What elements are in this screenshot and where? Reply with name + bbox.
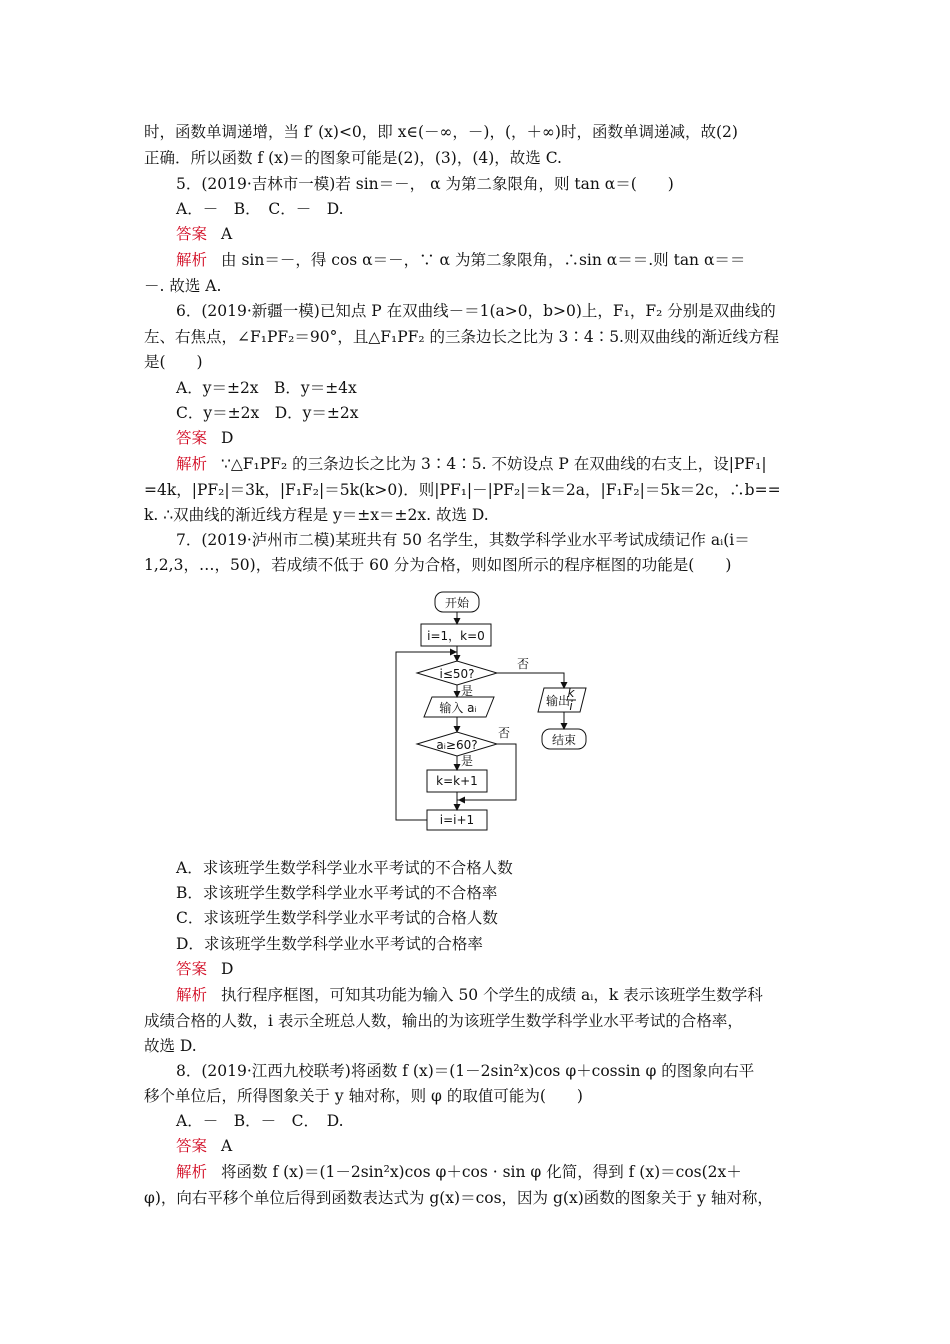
output-numerator: k (567, 686, 575, 700)
text-line: =4k，|PF₂|＝3k，|F₁F₂|＝5k(k>0)．则|PF₁|－|PF₂|＝k＝2a，|F₁F₂|＝5k＝2c，∴b== (144, 481, 781, 499)
question-5-options: A．－ B． C．－ D. (176, 200, 344, 218)
answer-label: 答案 (176, 225, 208, 243)
analysis-7 (176, 983, 846, 1007)
increment-i-label: i=i+1 (439, 813, 475, 827)
condition-i-label: i≤50? (439, 667, 475, 681)
yes-label: 是 (461, 684, 474, 698)
analysis-label: 解析 (176, 986, 208, 1004)
text-line: 是( ) (144, 353, 203, 371)
question-6: 6．(2019·新疆一模)已知点 P 在双曲线－＝1(a>0，b>0)上，F₁，F₂ 分别是双曲线的 (176, 302, 776, 320)
init-label: i=1，k=0 (427, 629, 485, 643)
yes-label: 是 (461, 754, 474, 768)
answer-value: D (221, 429, 234, 447)
analysis-text: 执行程序框图，可知其功能为输入 50 个学生的成绩 aᵢ，k 表示该班学生数学科 (221, 986, 763, 1004)
answer-value: A (221, 1137, 233, 1155)
question-6-options: C．y＝±2x D．y＝±2x (176, 404, 359, 422)
answer-8 (176, 1134, 846, 1158)
option-c: C．求该班学生数学科学业水平考试的合格人数 (176, 909, 498, 927)
increment-k-label: k=k+1 (436, 774, 478, 788)
answer-label: 答案 (176, 960, 208, 978)
text-line: 正确．所以函数 f (x)＝的图象可能是(2)，(3)，(4)，故选 C. (144, 149, 562, 167)
input-label: 输入 aᵢ (439, 701, 477, 715)
output-label: 输出 (546, 694, 571, 708)
text-line: 移个单位后，所得图象关于 y 轴对称，则 φ 的取值可能为( ) (144, 1087, 583, 1105)
output-denominator: i (569, 699, 573, 713)
answer-7 (176, 957, 846, 981)
answer-value: A (221, 225, 233, 243)
question-8: 8．(2019·江西九校联考)将函数 f (x)＝(1－2sin²x)cos φ＋cossin φ 的图象向右平 (176, 1062, 755, 1080)
text-line: 故选 D. (144, 1037, 197, 1055)
analysis-8 (176, 1160, 846, 1184)
option-b: B．求该班学生数学科学业水平考试的不合格率 (176, 884, 498, 902)
analysis-text: ∵△F₁PF₂ 的三条边长之比为 3∶4∶5. 不妨设点 P 在双曲线的右支上，设|PF₁| (221, 455, 767, 473)
text-line: 左、右焦点，∠F₁PF₂＝90°，且△F₁PF₂ 的三条边长之比为 3∶4∶5.则双曲线的渐近线方程 (144, 328, 779, 346)
question-5: 5．(2019·吉林市一模)若 sin＝－， α 为第二象限角，则 tan α＝( ) (176, 175, 674, 193)
program-flowchart (390, 588, 610, 834)
analysis-label: 解析 (176, 1163, 208, 1181)
option-d: D．求该班学生数学科学业水平考试的合格率 (176, 935, 483, 953)
text-line: 时，函数单调递增，当 f′ (x)<0，即 x∈(－∞，－)，(，＋∞)时，函数单调递减，故(2) (144, 123, 738, 141)
text-line: 成绩合格的人数，i 表示全班总人数，输出的为该班学生数学科学业水平考试的合格率， (144, 1012, 743, 1030)
analysis-6 (176, 452, 846, 476)
analysis-label: 解析 (176, 455, 208, 473)
answer-5 (176, 222, 846, 246)
option-a: A．求该班学生数学科学业水平考试的不合格人数 (176, 859, 513, 877)
question-7: 7．(2019·泸州市二模)某班共有 50 名学生，其数学科学业水平考试成绩记作 aᵢ(i＝ (176, 531, 750, 549)
start-label: 开始 (444, 596, 470, 610)
condition-a-label: aᵢ≥60? (436, 738, 478, 752)
no-label: 否 (498, 726, 511, 740)
text-line: k. ∴双曲线的渐近线方程是 y＝±x＝±2x. 故选 D. (144, 506, 489, 524)
analysis-label: 解析 (176, 251, 208, 269)
answer-label: 答案 (176, 1137, 208, 1155)
text-line: －. 故选 A. (144, 277, 222, 295)
analysis-5 (176, 248, 846, 272)
no-label: 否 (517, 657, 530, 671)
text-line: φ)，向右平移个单位后得到函数表达式为 g(x)＝cos，因为 g(x)函数的图象关于 y 轴对称， (144, 1189, 773, 1207)
text-line: 1,2,3，…，50)，若成绩不低于 60 分为合格，则如图所示的程序框图的功能是( ) (144, 556, 732, 574)
question-6-options: A．y＝±2x B．y＝±4x (176, 379, 357, 397)
answer-6 (176, 426, 846, 450)
answer-value: D (221, 960, 234, 978)
analysis-text: 将函数 f (x)＝(1－2sin²x)cos φ＋cos · sin φ 化简，得到 f (x)＝cos(2x＋ (221, 1163, 742, 1181)
end-label: 结束 (551, 733, 577, 747)
question-8-options: A．－ B．－ C． D. (176, 1112, 344, 1130)
answer-label: 答案 (176, 429, 208, 447)
analysis-text: 由 sin＝－，得 cos α＝－，∵ α 为第二象限角，∴sin α＝＝.则 tan α＝＝ (221, 251, 746, 269)
